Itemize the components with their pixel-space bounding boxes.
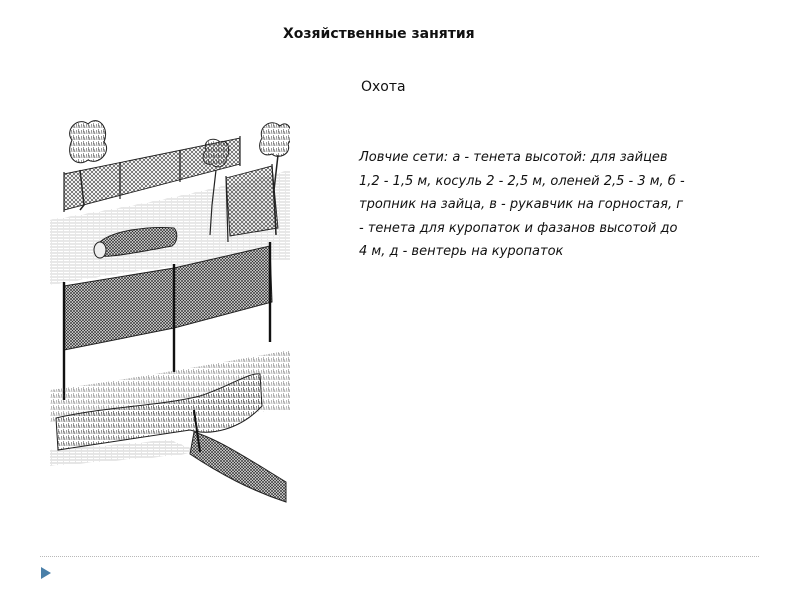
triangle-right-icon[interactable]: [40, 566, 52, 580]
slide-title: Хозяйственные занятия: [283, 26, 475, 42]
slide-subtitle: Охота: [361, 79, 406, 95]
hunting-nets-illustration: [50, 110, 290, 510]
footer-divider: [40, 556, 759, 557]
slide-caption: Ловчие сети: а - тенета высотой: для зайцев 1,2 - 1,5 м, косуль 2 - 2,5 м, оленей 2,5 - 3 м, б - тропник на зайца, в - рукавчик на горностая, г - тенета для куропаток и фазанов высотой до 4 м, д - вентерь на куропаток: [359, 150, 685, 259]
